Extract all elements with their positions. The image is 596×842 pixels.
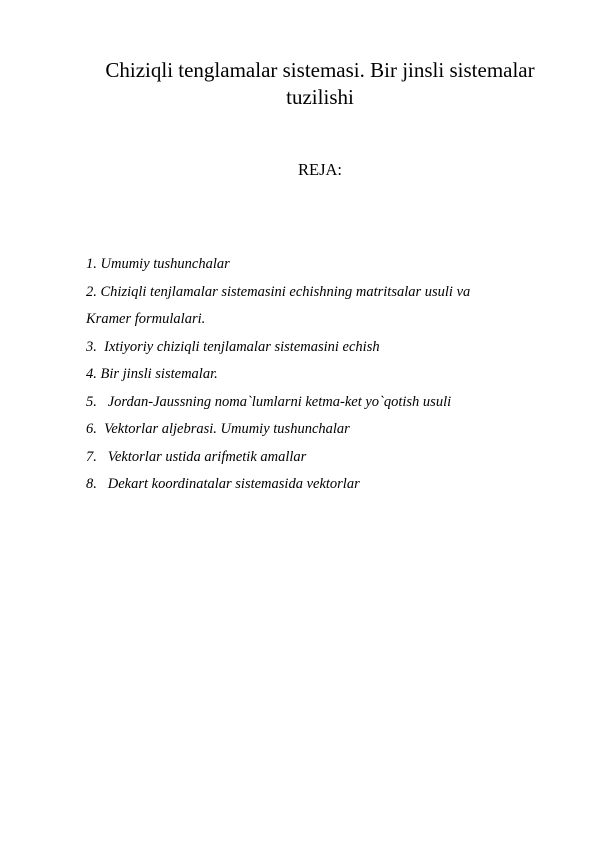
plan-list — [86, 251, 556, 499]
plan-item: 1. Umumiy tushunchalar — [86, 256, 230, 272]
plan-item: 7. Vektorlar ustida arifmetik amallar — [86, 448, 307, 465]
plan-item: 5. Jordan-Jaussning noma`lumlarni ketma-ket yo`qotish usuli — [86, 393, 452, 410]
plan-item: 2. Chiziqli tenjlamalar sistemasini echishning matritsalar usuli va — [86, 283, 471, 300]
plan-heading: REJA: — [297, 160, 342, 179]
plan-item: 8. Dekart koordinatalar sistemasida vektorlar — [86, 476, 360, 492]
plan-item: Kramer formulalari. — [86, 311, 206, 327]
document-title: Chiziqli tenglamalar sistemasi. Bir jinsli sistemalar tuzilishi — [105, 58, 535, 109]
plan-item: 4. Bir jinsli sistemalar. — [86, 366, 218, 382]
plan-item: 3. Ixtiyoriy chiziqli tenjlamalar sistemasini echish — [86, 338, 380, 355]
plan-item: 6. Vektorlar aljebrasi. Umumiy tushunchalar — [86, 421, 350, 437]
